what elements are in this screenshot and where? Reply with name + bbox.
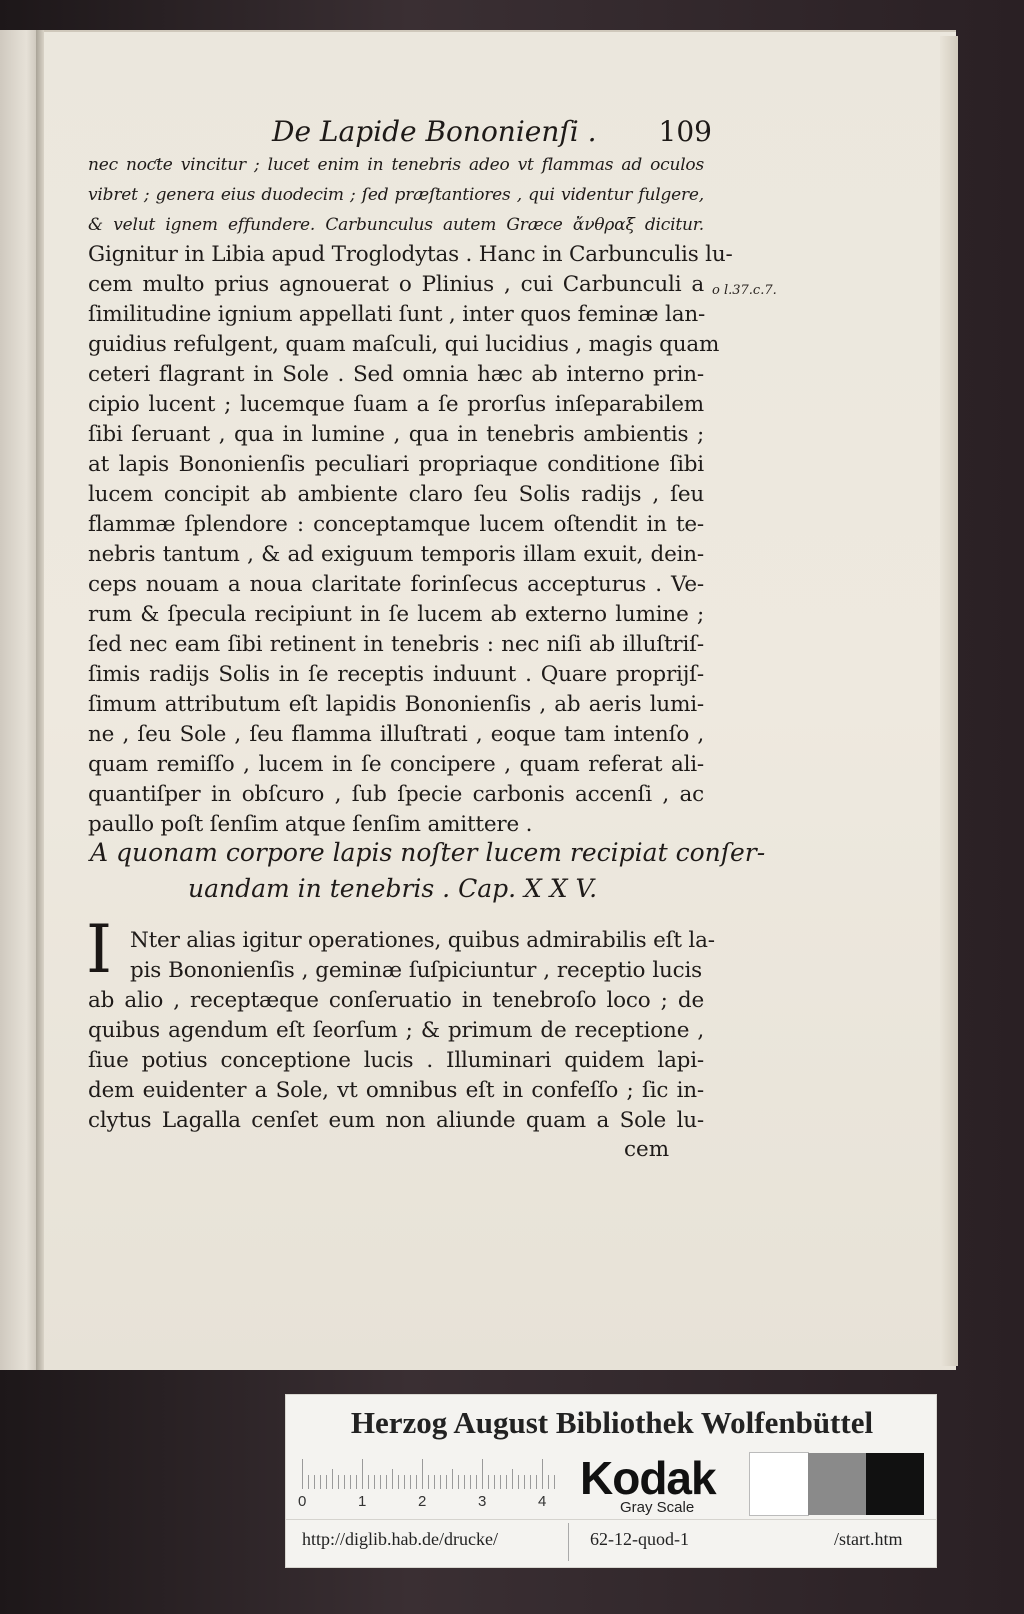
text-line: rum & ſpecula recipiunt in ſe lucem ab externo lumine ; xyxy=(88,602,704,627)
ruler-label: 4 xyxy=(538,1493,547,1510)
page-edge xyxy=(940,36,958,1366)
chapter-text-line: ſiue potius conceptione lucis . Illuminari quidem lapi- xyxy=(88,1048,704,1073)
ruler-label: 0 xyxy=(298,1493,307,1510)
gray-scale-label: Gray Scale xyxy=(620,1499,695,1516)
divider xyxy=(568,1523,569,1561)
url-right: /start.htm xyxy=(834,1529,903,1549)
chapter-text-line: ab alio , receptæque conſeruatio in tenebroſo loco ; de xyxy=(88,988,704,1013)
text-line: Gignitur in Libia apud Troglodytas . Hanc in Carbunculis lu- xyxy=(88,242,733,267)
text-line: ſimum attributum eſt lapidis Bononienſis , ab aeris lumi- xyxy=(88,692,704,717)
text-line: ſimilitudine ignium appellati ſunt , inter quos feminæ lan- xyxy=(88,302,706,327)
text-line: ceteri flagrant in Sole . Sed omnia hæc ab interno prin- xyxy=(88,362,704,387)
divider xyxy=(286,1519,936,1520)
text-line: guidius refulgent, quam maſculi, qui lucidius , magis quam xyxy=(88,332,720,357)
measurement-ruler xyxy=(302,1455,562,1489)
text-line: ceps nouam a noua claritate forinſecus accepturus . Ve- xyxy=(88,572,704,597)
text-line: at lapis Bononienſis peculiari propriaque conditione ſibi xyxy=(88,452,704,477)
gray-swatch-black xyxy=(866,1453,924,1515)
text-line: nec noƈte vincitur ; lucet enim in tenebris adeo vt flammas ad oculos xyxy=(88,155,704,175)
gray-swatch-mid xyxy=(808,1453,866,1515)
running-title: De Lapide Bononienſi . xyxy=(272,115,597,148)
chapter-text-line: pis Bononienſis , geminæ ſuſpiciuntur , receptio lucis xyxy=(130,958,702,983)
text-line: ne , ſeu Sole , ſeu flamma illuſtrati , eoque tam intenſo , xyxy=(88,722,704,747)
library-reference-card xyxy=(286,1395,936,1567)
text-line: quantiſper in obſcuro , ſub ſpecie carbonis accenſi , ac xyxy=(88,782,704,807)
catchword: cem xyxy=(624,1137,670,1162)
page-gutter xyxy=(36,30,44,1370)
chapter-heading-line-1: A quonam corpore lapis noſter lucem recipiat conſer- xyxy=(90,838,766,867)
gray-swatch-white xyxy=(750,1453,808,1515)
text-line: ſibi ſeruant , qua in lumine , qua in tenebris ambientis ; xyxy=(88,422,704,447)
url-left: http://diglib.hab.de/drucke/ xyxy=(302,1529,498,1549)
text-line: paullo poſt ſenſim atque ſenſim amittere . xyxy=(88,812,533,837)
chapter-heading-line-2: uandam in tenebris . Cap. X X V. xyxy=(188,874,598,903)
library-name: Herzog August Bibliothek Wolfenbüttel xyxy=(350,1405,874,1440)
ruler-labels xyxy=(298,1493,562,1513)
text-line: ſed nec eam ſibi retinent in tenebris : nec niſi ab illuſtriſ- xyxy=(88,632,704,657)
text-line: cem multo prius agnouerat o Plinius , cui Carbunculi a xyxy=(88,272,704,297)
chapter-text-line: clytus Lagalla cenſet eum non aliunde quam a Sole lu- xyxy=(88,1108,704,1133)
drop-cap-initial: I xyxy=(86,911,113,988)
chapter-text-line: quibus agendum eſt ſeorſum ; & primum de receptione , xyxy=(88,1018,704,1043)
text-line: cipio lucent ; lucemque ſuam a ſe prorſus inſeparabilem xyxy=(88,392,704,417)
chapter-text-line: Nter alias igitur operationes, quibus admirabilis eſt la- xyxy=(130,928,715,953)
kodak-logo: Kodak xyxy=(580,1452,716,1504)
text-line: vibret ; genera eius duodecim ; ſed præſtantiores , qui videntur fulgere, xyxy=(88,185,704,205)
shelfmark: 62-12-quod-1 xyxy=(590,1529,689,1549)
text-line: lucem concipit ab ambiente claro ſeu Solis radijs , ſeu xyxy=(88,482,704,507)
ruler-label: 2 xyxy=(418,1493,427,1510)
text-line: quam remiſſo , lucem in ſe concipere , quam referat ali- xyxy=(88,752,704,777)
text-line: ſimis radijs Solis in ſe receptis induunt . Quare proprijſ- xyxy=(88,662,704,687)
page-header xyxy=(272,115,712,151)
margin-note: o l.37.c.7. xyxy=(712,283,777,298)
ruler-label: 3 xyxy=(478,1493,487,1510)
chapter-text-line: dem euidenter a Sole, vt omnibus eſt in confeſſo ; ſic in- xyxy=(88,1078,704,1103)
text-line: & velut ignem effundere. Carbunculus autem Græce ἄνθραξ dicitur. xyxy=(88,215,704,235)
ruler-label: 1 xyxy=(358,1493,367,1510)
page-number: 109 xyxy=(658,115,712,148)
text-line: flammæ ſplendore : conceptamque lucem oſtendit in te- xyxy=(88,512,704,537)
text-line: nebris tantum , & ad exiguum temporis illam exuit, dein- xyxy=(88,542,704,567)
